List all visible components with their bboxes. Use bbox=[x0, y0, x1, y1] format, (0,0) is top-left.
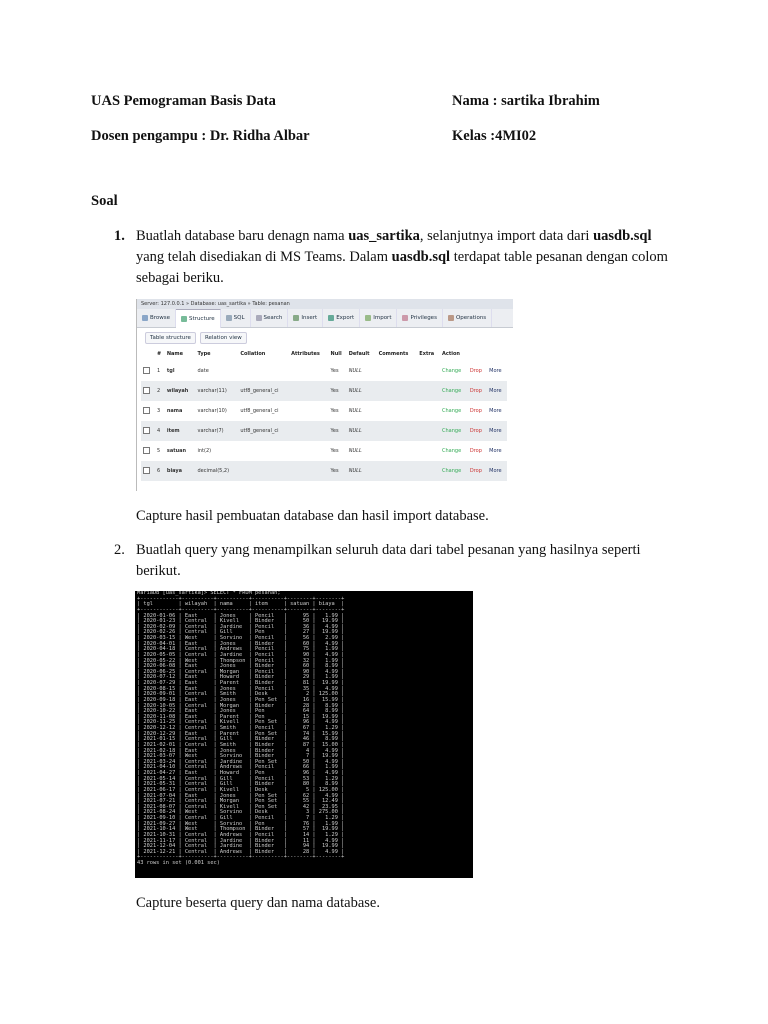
student-name: Nama : sartika Ibrahim bbox=[452, 93, 600, 109]
row-number: 3 bbox=[157, 408, 161, 414]
column-extra bbox=[417, 401, 440, 421]
sql-file: uasdb.sql bbox=[391, 249, 451, 265]
drop-action[interactable]: Drop bbox=[469, 368, 482, 374]
col-header: Collation bbox=[240, 351, 266, 357]
column-type: varchar(7) bbox=[196, 421, 239, 441]
change-action[interactable]: Change bbox=[440, 461, 468, 481]
column-type: varchar(10) bbox=[197, 408, 227, 414]
terminal-line: 43 rows in set (0.001 sec) bbox=[137, 860, 220, 866]
tab-insert[interactable] bbox=[288, 309, 323, 327]
question-1-text bbox=[136, 226, 682, 289]
terminal-screenshot bbox=[135, 591, 473, 878]
q1-text-part: terdapat table pesanan dengan colom sebagai beriku. bbox=[136, 249, 668, 286]
privileges-icon bbox=[402, 315, 408, 321]
breadcrumb: Server: 127.0.0.1 » Database: uas_sartika » Table: pesanan bbox=[137, 299, 513, 309]
tab-label: SQL bbox=[233, 315, 245, 321]
col-header: Extra bbox=[419, 351, 435, 357]
row-number: 2 bbox=[155, 381, 165, 401]
terminal-line: | 2020-05-05 | Central | Jardine | Pencil | 90 | 4.99 | bbox=[137, 651, 345, 658]
column-collation bbox=[238, 461, 289, 481]
col-header: Action bbox=[442, 351, 460, 357]
tab-label: Browse bbox=[150, 315, 171, 321]
question-1-caption: Capture hasil pembuatan database dan hasil import database. bbox=[136, 508, 489, 524]
column-type: decimal(5,2) bbox=[196, 461, 239, 481]
tab-label: Insert bbox=[301, 315, 318, 321]
terminal-line: | 2020-06-25 | Central | Morgan | Pencil | 90 | 4.99 | bbox=[137, 668, 345, 675]
operations-icon bbox=[448, 315, 454, 321]
checkbox-icon[interactable] bbox=[143, 467, 150, 474]
terminal-line: | 2020-12-29 | East | Parent | Pen Set | 74 | 15.99 | bbox=[137, 730, 345, 737]
checkbox-icon[interactable] bbox=[143, 427, 150, 434]
column-attributes bbox=[289, 441, 328, 461]
tab-label: Search bbox=[263, 315, 283, 321]
column-null: Yes bbox=[329, 461, 347, 481]
column-extra bbox=[417, 441, 440, 461]
terminal-line: | 2021-06-17 | Central | Kivell | Desk | 5 | 125.00 | bbox=[137, 786, 345, 793]
terminal-line: | 2021-02-01 | Central | Smith | Binder | 87 | 15.00 | bbox=[137, 741, 345, 748]
column-extra bbox=[417, 421, 440, 441]
pma-subtabs bbox=[145, 332, 513, 344]
sql-icon bbox=[226, 315, 232, 321]
insert-icon bbox=[293, 315, 299, 321]
terminal-line: | 2020-04-18 | Central | Andrews | Pencil | 75 | 1.99 | bbox=[137, 646, 345, 653]
terminal-line: | 2020-12-12 | Central | Smith | Pencil | 67 | 1.29 | bbox=[137, 725, 345, 731]
subtab-table-structure[interactable]: Table structure bbox=[145, 332, 196, 344]
question-2-caption: Capture beserta query dan nama database. bbox=[136, 895, 380, 911]
more-action[interactable]: More bbox=[489, 448, 502, 454]
change-action[interactable]: Change bbox=[440, 381, 468, 401]
row-number: 6 bbox=[155, 461, 165, 481]
drop-action[interactable]: Drop bbox=[469, 448, 482, 454]
column-collation: utf8_general_ci bbox=[238, 421, 289, 441]
phpmyadmin-screenshot bbox=[136, 299, 513, 491]
terminal-line: | 2020-10-22 | East | Jones | Pen | 64 | 8.99 | bbox=[137, 708, 345, 715]
terminal-line: | 2021-04-27 | East | Howard | Pen | 96 | 4.99 | bbox=[137, 770, 345, 776]
tab-label: Privileges bbox=[410, 315, 437, 321]
terminal-line: | 2021-12-04 | Central | Jardine | Binder | 94 | 19.99 | bbox=[137, 843, 345, 850]
checkbox-icon[interactable] bbox=[143, 387, 150, 394]
terminal-line: | 2021-07-21 | Central | Morgan | Pen Set | 55 | 12.49 | bbox=[137, 798, 345, 805]
question-2-text: Buatlah query yang menampilkan seluruh data dari tabel pesanan yang hasilnya seperti berikut. bbox=[136, 542, 641, 579]
tab-privileges[interactable] bbox=[397, 309, 442, 327]
column-attributes bbox=[289, 401, 328, 421]
column-null: Yes bbox=[330, 368, 339, 374]
terminal-line: | 2021-01-15 | Central | Gill | Binder | 46 | 8.99 | bbox=[137, 736, 345, 743]
terminal-line: | 2020-01-06 | East | Jones | Pencil | 95 | 1.99 | bbox=[137, 612, 345, 619]
column-comments bbox=[377, 361, 418, 381]
terminal-line: +------------+----------+----------+----------+--------+--------+ bbox=[137, 854, 345, 861]
column-comments bbox=[377, 421, 418, 441]
tab-export[interactable] bbox=[323, 309, 360, 327]
column-attributes bbox=[289, 381, 328, 401]
more-action[interactable]: More bbox=[487, 421, 507, 441]
soal-heading: Soal bbox=[91, 193, 118, 209]
col-header: # bbox=[157, 351, 162, 357]
row-number: 5 bbox=[157, 448, 161, 454]
terminal-line: | 2020-09-18 | East | Jones | Pen Set | 16 | 15.99 | bbox=[137, 696, 345, 703]
tab-import[interactable] bbox=[360, 309, 397, 327]
change-action[interactable]: Change bbox=[440, 421, 468, 441]
terminal-line: | 2021-03-07 | West | Sorvino | Binder | 7 | 19.99 | bbox=[137, 753, 345, 760]
more-action[interactable]: More bbox=[489, 408, 502, 414]
column-name: nama bbox=[166, 408, 183, 414]
column-name: satuan bbox=[166, 448, 187, 454]
tab-browse[interactable] bbox=[137, 309, 176, 327]
tab-search[interactable] bbox=[251, 309, 289, 327]
terminal-line: | 2020-02-26 | Central | Gill | Pen | 27 | 19.99 | bbox=[137, 629, 345, 636]
terminal-line: | 2021-05-31 | Central | Gill | Binder | 80 | 8.99 | bbox=[137, 781, 345, 788]
terminal-line: | 2021-05-14 | Central | Gill | Pencil | 53 | 1.29 | bbox=[137, 775, 345, 782]
structure-row bbox=[141, 381, 507, 401]
structure-row bbox=[141, 461, 507, 481]
tab-structure[interactable] bbox=[176, 309, 221, 328]
terminal-line: | 2021-09-27 | West | Sorvino | Pen | 76 | 1.99 | bbox=[137, 820, 345, 827]
tab-sql[interactable] bbox=[221, 309, 251, 327]
terminal-line: | 2020-04-01 | East | Jones | Binder | 60 | 4.99 | bbox=[137, 640, 345, 647]
col-header: Attributes bbox=[291, 351, 320, 357]
terminal-line: | 2020-02-09 | Central | Jardine | Pencil | 36 | 4.99 | bbox=[137, 623, 345, 630]
col-header-select bbox=[141, 347, 155, 361]
change-action[interactable]: Change bbox=[442, 408, 462, 414]
column-default: NULL bbox=[347, 461, 377, 481]
terminal-line: | 2021-09-10 | Central | Gill | Pencil | 7 | 1.29 | bbox=[137, 815, 345, 821]
q1-text-part: , selanjutnya import data dari bbox=[419, 228, 594, 244]
pma-tab-bar bbox=[137, 309, 513, 328]
terminal-line: | 2020-03-15 | West | Sorvino | Pencil | 56 | 2.99 | bbox=[137, 635, 345, 641]
row-checkbox[interactable] bbox=[141, 441, 155, 461]
terminal-line: | 2020-09-01 | Central | Smith | Desk | 2 | 125.00 | bbox=[137, 691, 345, 698]
browse-icon bbox=[142, 315, 148, 321]
q1-text-part: Buatlah database baru denagn nama bbox=[136, 228, 349, 244]
tab-label: Import bbox=[373, 315, 392, 321]
structure-row bbox=[141, 401, 507, 421]
row-checkbox[interactable] bbox=[141, 361, 155, 381]
row-checkbox[interactable] bbox=[141, 401, 155, 421]
terminal-line: | 2021-07-04 | East | Jones | Pen Set | 62 | 4.99 | bbox=[137, 792, 345, 799]
terminal-line: | 2021-10-31 | Central | Andrews | Pencil | 14 | 1.29 | bbox=[137, 831, 345, 838]
document-title: UAS Pemograman Basis Data bbox=[91, 93, 276, 109]
column-comments bbox=[377, 381, 418, 401]
drop-action[interactable]: Drop bbox=[468, 461, 487, 481]
column-name: biaya bbox=[165, 461, 196, 481]
column-extra bbox=[417, 381, 440, 401]
column-name: wilayah bbox=[165, 381, 196, 401]
structure-header-row bbox=[141, 347, 507, 361]
more-action[interactable]: More bbox=[487, 381, 507, 401]
column-attributes bbox=[289, 421, 328, 441]
column-default: NULL bbox=[347, 381, 377, 401]
subtab-relation-view[interactable]: Relation view bbox=[200, 332, 247, 344]
column-null: Yes bbox=[330, 408, 339, 414]
column-collation: utf8_general_ci bbox=[240, 408, 279, 414]
class-label: Kelas :4MI02 bbox=[452, 128, 537, 144]
terminal-line: | 2021-10-14 | West | Thompson | Binder | 57 | 19.99 | bbox=[137, 826, 345, 833]
column-type: varchar(11) bbox=[196, 381, 239, 401]
column-default: NULL bbox=[348, 408, 362, 414]
column-null: Yes bbox=[330, 448, 339, 454]
terminal-line: | 2020-11-25 | Central | Kivell | Pen Set | 96 | 4.99 | bbox=[137, 719, 345, 726]
structure-row bbox=[141, 361, 507, 381]
terminal-line: | 2021-08-24 | West | Sorvino | Desk | 3 | 275.00 | bbox=[137, 809, 345, 816]
column-type: int(2) bbox=[197, 448, 212, 454]
col-header: Default bbox=[348, 351, 370, 357]
question-2-number: 2. bbox=[114, 542, 125, 558]
lecturer: Dosen pengampu : Dr. Ridha Albar bbox=[91, 128, 310, 144]
more-action[interactable]: More bbox=[487, 461, 507, 481]
column-extra bbox=[417, 361, 440, 381]
tab-label: Structure bbox=[189, 315, 215, 322]
tab-label: Export bbox=[336, 315, 355, 321]
change-action[interactable]: Change bbox=[442, 448, 462, 454]
tab-operations[interactable] bbox=[443, 309, 492, 327]
column-attributes bbox=[289, 461, 328, 481]
sql-file: uasdb.sql bbox=[593, 228, 652, 244]
column-name: item bbox=[165, 421, 196, 441]
checkbox-icon[interactable] bbox=[143, 407, 150, 414]
terminal-line: | tgl | wilayah | nama | item | satuan | biaya | bbox=[137, 601, 345, 608]
column-null: Yes bbox=[329, 381, 347, 401]
terminal-line: +------------+----------+----------+----------+--------+--------+ bbox=[137, 595, 345, 602]
row-checkbox[interactable] bbox=[141, 461, 155, 481]
col-header: Type bbox=[197, 351, 211, 357]
terminal-line: | 2020-06-08 | East | Jones | Binder | 60 | 8.99 | bbox=[137, 663, 345, 670]
column-collation: utf8_general_ci bbox=[238, 381, 289, 401]
tab-label: Operations bbox=[455, 315, 487, 321]
structure-row bbox=[141, 421, 507, 441]
column-name: tgl bbox=[166, 368, 175, 374]
structure-icon bbox=[181, 316, 187, 322]
terminal-line: | 2020-05-22 | West | Thompson | Pencil | 32 | 1.99 | bbox=[137, 657, 345, 664]
terminal-line: | 2020-08-15 | East | Jones | Pencil | 35 | 4.99 | bbox=[137, 685, 345, 692]
more-action[interactable]: More bbox=[489, 368, 502, 374]
column-attributes bbox=[289, 361, 328, 381]
terminal-line: +------------+----------+----------+----------+--------+--------+ bbox=[137, 606, 345, 613]
drop-action[interactable]: Drop bbox=[468, 381, 487, 401]
checkbox-icon[interactable] bbox=[143, 447, 150, 454]
col-header: Null bbox=[330, 351, 342, 357]
terminal-line: | 2021-04-10 | Central | Andrews | Pencil | 66 | 1.99 | bbox=[137, 764, 345, 771]
column-collation bbox=[238, 441, 289, 461]
change-action[interactable]: Change bbox=[442, 368, 462, 374]
structure-table bbox=[141, 347, 507, 481]
terminal-line: | 2020-07-29 | East | Parent | Binder | 81 | 19.99 | bbox=[137, 680, 345, 686]
import-icon bbox=[365, 315, 371, 321]
column-collation bbox=[238, 361, 289, 381]
q1-text-part: yang telah disediakan di MS Teams. Dalam bbox=[136, 249, 392, 265]
terminal-line: | 2021-11-17 | Central | Jardine | Binder | 11 | 4.99 | bbox=[137, 837, 345, 844]
terminal-line: | 2020-10-05 | Central | Morgan | Binder | 28 | 8.99 | bbox=[137, 702, 345, 709]
search-icon bbox=[256, 315, 262, 321]
terminal-line: | 2020-07-12 | East | Howard | Binder | 29 | 1.99 | bbox=[137, 674, 345, 681]
column-default: NULL bbox=[348, 448, 362, 454]
question-1-number: 1. bbox=[114, 228, 125, 244]
terminal-line: | 2021-02-18 | East | Jones | Binder | 4 | 4.99 | bbox=[137, 747, 345, 754]
structure-row bbox=[141, 441, 507, 461]
row-number: 4 bbox=[155, 421, 165, 441]
row-number: 1 bbox=[157, 368, 161, 374]
column-extra bbox=[417, 461, 440, 481]
drop-action[interactable]: Drop bbox=[468, 421, 487, 441]
drop-action[interactable]: Drop bbox=[469, 408, 482, 414]
column-comments bbox=[377, 461, 418, 481]
terminal-line: MariaDB [uas_sartika]> SELECT * FROM pesanan; bbox=[137, 591, 281, 596]
column-comments bbox=[377, 441, 418, 461]
col-header: Name bbox=[166, 351, 184, 357]
terminal-line: | 2020-11-08 | East | Parent | Pen | 15 | 19.99 | bbox=[137, 713, 345, 720]
col-header: Comments bbox=[378, 351, 409, 357]
row-checkbox[interactable] bbox=[141, 381, 155, 401]
terminal-line: | 2021-03-24 | Central | Jardine | Pen Set | 50 | 4.99 | bbox=[137, 758, 345, 765]
row-checkbox[interactable] bbox=[141, 421, 155, 441]
checkbox-icon[interactable] bbox=[143, 367, 150, 374]
terminal-line: | 2021-08-07 | Central | Kivell | Pen Set | 42 | 23.95 | bbox=[137, 803, 345, 810]
terminal-line: | 2021-12-21 | Central | Andrews | Binder | 28 | 4.99 | bbox=[137, 848, 345, 855]
column-default: NULL bbox=[347, 421, 377, 441]
column-null: Yes bbox=[329, 421, 347, 441]
column-type: date bbox=[197, 368, 209, 374]
export-icon bbox=[328, 315, 334, 321]
terminal-line: | 2020-01-23 | Central | Kivell | Binder | 50 | 19.99 | bbox=[137, 618, 345, 625]
column-default: NULL bbox=[348, 368, 362, 374]
db-name: uas_sartika bbox=[348, 228, 420, 244]
column-comments bbox=[377, 401, 418, 421]
